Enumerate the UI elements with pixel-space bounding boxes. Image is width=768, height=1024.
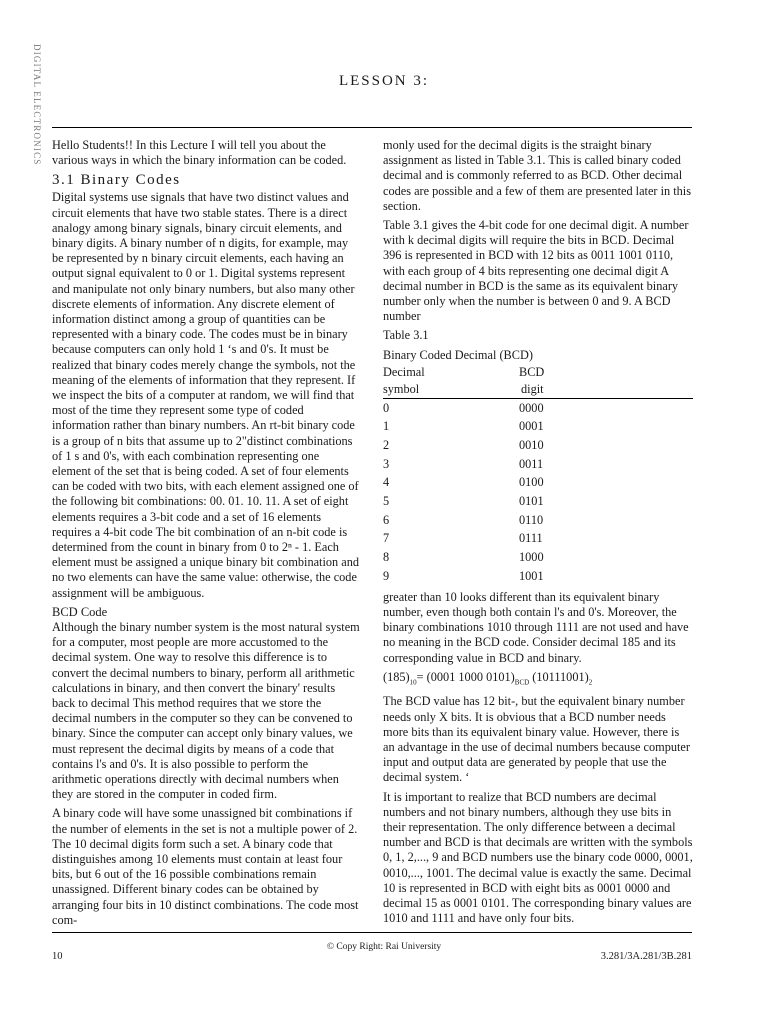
table-cell-bcd: 0010 xyxy=(519,437,544,452)
copyright: © Copy Right: Rai University xyxy=(326,942,442,952)
table-cell-bcd: 0001 xyxy=(519,419,544,434)
table-row xyxy=(383,492,693,511)
table-cell-bcd: 1001 xyxy=(519,568,544,583)
intro-paragraph: Hello Students!! In this Lecture I will tell you about the various ways in which the binary information can be coded. xyxy=(52,138,347,168)
table-row xyxy=(383,567,693,586)
table-row xyxy=(383,436,693,455)
bcd-table xyxy=(383,365,693,586)
table-cell-decimal: 7 xyxy=(383,531,390,546)
table-cell-decimal: 1 xyxy=(383,419,390,434)
top-rule xyxy=(52,127,692,128)
table-row xyxy=(383,455,693,474)
table-row xyxy=(383,511,693,530)
table-header-row-2 xyxy=(383,381,693,399)
table-cell-decimal: 2 xyxy=(383,437,390,452)
table-cell-decimal: 8 xyxy=(383,550,390,565)
table-caption: Binary Coded Decimal (BCD) xyxy=(383,347,533,362)
side-label: DIGITAL ELECTRONICS xyxy=(32,44,42,166)
table-cell-bcd: 0011 xyxy=(519,456,544,471)
eq-binary: (10111001) xyxy=(529,669,589,684)
right-paragraph-1: monly used for the decimal digits is the straight binary assignment as listed in Table 3.1. This is called binary coded decimal and is commonly referred to as BCD. Other decimal codes are possible and a few of them are presented later in this section. xyxy=(383,138,691,213)
table-row xyxy=(383,418,693,437)
table-cell-bcd: 0101 xyxy=(519,494,544,509)
table-row xyxy=(383,474,693,493)
table-row xyxy=(383,398,693,417)
table-cell-bcd: 1000 xyxy=(519,550,544,565)
left-column xyxy=(52,138,360,932)
eq-bcd-sub: BCD xyxy=(514,678,530,687)
lesson-title: LESSON 3: xyxy=(338,73,430,89)
table-header-decimal: Decimal xyxy=(383,365,425,380)
table-cell-decimal: 9 xyxy=(383,568,390,583)
table-cell-bcd: 0110 xyxy=(519,512,544,527)
eq-decimal-sub: 10 xyxy=(409,678,417,687)
page-number: 10 xyxy=(52,951,63,962)
table-cell-bcd: 0100 xyxy=(519,475,544,490)
table-header-symbol: symbol xyxy=(383,381,519,399)
binary-codes-paragraph: Digital systems use signals that have two distinct values and circuit elements that have two stable states. There is a direct analogy among binary signals, binary circuit elements, and binary digits. A binary number of n digits, for example, may be represented by n binary circuit elements, each having an output signal equivalent to 0 or 1. Digital systems represent and manipulate not only binary numbers, but also many other discrete elements of information. Any discrete element of information distinct among a group of quantities can be represented with a binary code. The codes must be in binary because computers can only hold 1 ‘s and 0's. It must be realized that binary codes merely change the symbols, not the meaning of the elements of information that they represent. If we inspect the bits of a computer at random, we will find that most of the time they represent some type of coded information rather than binary numbers. An rt-bit binary code is a group of n bits that assume up to 2"distinct combinations of 1 s and 0's, with each combination representing one element of the set that is being coded. A set of four elements can be coded with two bits, with each element assigned one of the following bit combinations: 00. 01. 10. 11. A set of eight elements requires a 3-bit code and a set of 16 elements requires a 4-bit code The bit combination of an n-bit code is determined from the count in binary from 0 to 2ⁿ - 1. Each element must be assigned a unique binary bit combination and no two elements can have the same value: otherwise, the code assignment will be ambiguous. xyxy=(52,190,360,600)
table-header-digit: digit xyxy=(519,381,693,399)
right-paragraph-2: Table 3.1 gives the 4-bit code for one decimal digit. A number with k decimal digits will require the bits in BCD. Decimal 396 is represented in BCD with 12 bits as 0011 1001 0110, with each group of 4 bits representing one decimal digit A decimal number in BCD is the same as its equivalent binary number only when the number is between 0 and 9. A BCD number xyxy=(383,218,689,324)
right-column xyxy=(383,138,693,930)
bottom-rule xyxy=(52,932,692,933)
bcd-heading: BCD Code xyxy=(52,604,108,619)
bcd-paragraph-1: Although the binary number system is the most natural system for a computer, most people are more accustomed to the decimal system. One way to resolve this difference is to convert the decimal numbers to binary, perform all arithmetic calculations in binary, and then convert the binary' results back to decimal This method requires that we store the decimal numbers in the computer so they can be convened to binary. Since the computer can accept only binary values, we must represent the decimal digits by means of a code that contains l's and 0's. It is also possible to perform the arithmetic operations directly with decimal numbers when they are stored in the computer in coded firm. xyxy=(52,619,360,802)
eq-bcd: = (0001 1000 0101) xyxy=(416,669,515,684)
table-label: Table 3.1 xyxy=(383,328,429,343)
bcd-paragraph-2: A binary code will have some unassigned bit combinations if the number of elements in the set is not a multiple power of 2. The 10 decimal digits form such a set. A binary code that distinguishes among 10 elements must contain at least four bits, but 6 out of the 16 possible combinations remain unassigned. Different binary codes can be obtained by arranging four bits in 10 distinct combinations. The code most com- xyxy=(52,806,359,927)
table-cell-bcd: 0111 xyxy=(519,531,543,546)
right-paragraph-3: greater than 10 looks different than its equivalent binary number, even though both contain l's and 0's. Moreover, the binary combinations 1010 through 1111 are not used and have no meaning in the BCD code. Consider decimal 185 and its corresponding value in BCD and binary. xyxy=(383,589,689,665)
eq-binary-sub: 2 xyxy=(588,678,593,687)
table-header-bcd: BCD xyxy=(519,365,545,380)
conversion-equation xyxy=(383,670,693,691)
table-cell-decimal: 4 xyxy=(383,475,390,490)
table-cell-decimal: 0 xyxy=(383,400,390,415)
table-cell-decimal: 3 xyxy=(383,456,390,471)
table-cell-bcd: 0000 xyxy=(519,400,544,415)
right-paragraph-5: It is important to realize that BCD numbers are decimal numbers and not binary numbers, although they use bits in their representation. The only difference between a decimal number and BCD is that decimals are written with the symbols 0, 1, 2,..., 9 and BCD numbers use the binary code 0000, 0001, 0010,..., 1001. The decimal value is exactly the same. Decimal 10 is represented in BCD with eight bits as 0001 0000 and decimal 15 as 0001 0101. The corresponding binary values are 1010 and 1111 and have only four bits. xyxy=(383,789,693,926)
course-code: 3.281/3A.281/3B.281 xyxy=(600,951,692,962)
right-paragraph-4: The BCD value has 12 bit-, but the equivalent binary number needs only X bits. It is obvious that a BCD number needs more bits than its equivalent binary value. However, there is an advantage in the use of decimal numbers because computer input and output data are generated by people that use the decimal system. ‘ xyxy=(383,694,690,785)
table-row xyxy=(383,530,693,549)
table-cell-decimal: 6 xyxy=(383,512,390,527)
eq-decimal: (185) xyxy=(383,669,410,684)
table-cell-decimal: 5 xyxy=(383,494,390,509)
table-row xyxy=(383,548,693,567)
section-heading: 3.1 Binary Codes xyxy=(52,172,181,189)
table-header-row-1 xyxy=(383,365,693,381)
